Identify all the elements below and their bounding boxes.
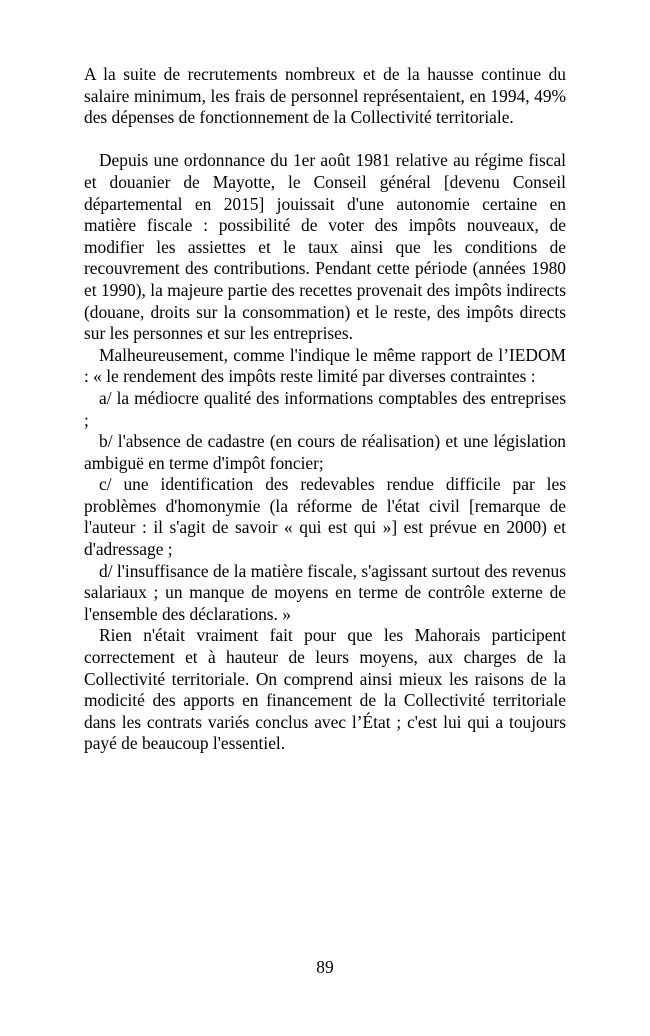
- list-item-d: d/ l'insuffisance de la matière fiscale, s'agissant surtout des revenus salariaux ; un manque de moyens en terme de contrôle externe de l'ensemble des déclarations. »: [84, 560, 566, 624]
- page-number: 89: [316, 957, 334, 977]
- list-item-b: b/ l'absence de cadastre (en cours de réalisation) et une législation ambiguë en terme d'impôt foncier;: [84, 431, 566, 473]
- paragraph-fiscal-autonomy: Depuis une ordonnance du 1er août 1981 relative au régime fiscal et douanier de Mayotte, le Conseil général [devenu Conseil départemental en 2015] jouissait d'une autonomie certaine en matière fiscale : possibilité de voter des impôts nouveaux, de modifier les assiettes et le taux ainsi que les conditions de recouvrement des contributions. Pendant cette période (années 1980 et 1990), la majeure partie des recettes provenait des impôts indirects (douane, droits sur la consommation) et le reste, des impôts directs sur les personnes et sur les entreprises.: [84, 150, 566, 344]
- paragraph-spacer: [84, 129, 566, 151]
- paragraph-personnel-costs: A la suite de recrutements nombreux et de la hausse continue du salaire minimum, les frais de personnel représentaient, en 1994, 49% des dépenses de fonctionnement de la Collectivité territoriale.: [84, 64, 566, 128]
- list-item-a: a/ la médiocre qualité des informations comptables des entreprises ;: [84, 387, 566, 430]
- paragraph-conclusion: Rien n'était vraiment fait pour que les Mahorais participent correctement et à hauteur de leurs moyens, aux charges de la Collectivité territoriale. On comprend ainsi mieux les raisons de la modicité des apports en financement de la Collectivité territoriale dans les contrats variés conclus avec l’État ; c'est lui qui a toujours payé de beaucoup l'essentiel.: [84, 625, 566, 754]
- list-item-c: c/ une identification des redevables rendue difficile par les problèmes d'homonymie (la réforme de l'état civil [remarque de l'auteur : il s'agit de savoir « qui est qui »] est prévue en 2000) et d'adressage ;: [84, 474, 566, 560]
- body-text: [84, 64, 566, 755]
- paragraph-iedom-quote-intro: Malheureusement, comme l'indique le même rapport de l’IEDOM : « le rendement des impôts reste limité par diverses contraintes :: [84, 344, 566, 387]
